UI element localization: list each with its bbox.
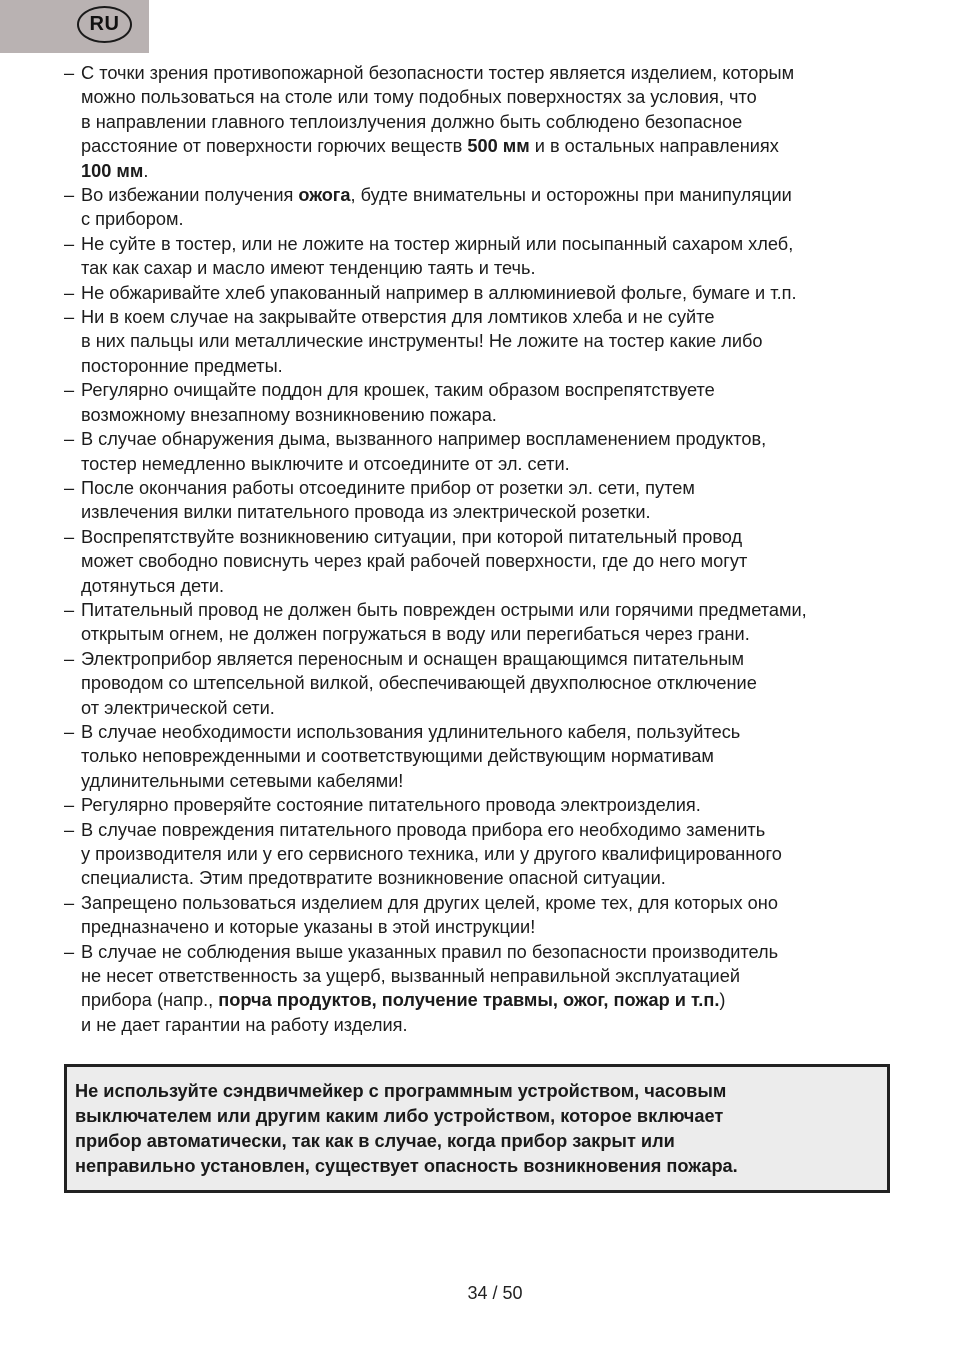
safety-item: – Регулярно очищайте поддон для крошек, таким образом воспрепятствуете возможному внезапному возникновению пожара.	[64, 378, 896, 427]
warning-line: Не используйте сэндвичмейкер с программным устройством, часовым	[75, 1081, 727, 1101]
safety-item: – Электроприбор является переносным и оснащен вращающимся питательным проводом со штепсельной вилкой, обеспечивающей двухполюсное отключение от электрической сети.	[64, 647, 896, 720]
safety-item: – В случае повреждения питательного провода прибора его необходимо заменить у производителя или у его сервисного техника, или у другого квалифицированного специалиста. Этим предотвратите возникновение опасной ситуации.	[64, 818, 896, 891]
page-number: 34 / 50	[467, 1283, 523, 1303]
safety-item: – Питательный провод не должен быть поврежден острыми или горячими предметами, открытым огнем, не должен погружаться в воду или перегибаться через грани.	[64, 598, 896, 647]
safety-item: – В случае обнаружения дыма, вызванного например воспламенением продуктов, тостер немедленно выключите и отсоедините от эл. сети.	[64, 427, 896, 476]
safety-item: – Не обжаривайте хлеб упакованный например в аллюминиевой фольге, бумаге и т.п.	[64, 281, 896, 305]
safety-item: – С точки зрения противопожарной безопасности тостер является изделием, которым можно пользоваться на столе или тому подобных поверхностях за условия, что в направлении главного теплоизлучения должно быть соблюдено безопасное расстояние от поверхности горючих веществ 500 мм и в остальных направлениях 100 мм.	[64, 61, 896, 183]
damage-examples: порча продуктов, получение травмы, ожог, пожар и т.п.	[218, 990, 720, 1011]
burn-warning-word: ожога	[298, 185, 351, 206]
safety-item: – Запрещено пользоваться изделием для других целей, кроме тех, для которых оно предназначено и которые указаны в этой инструкции!	[64, 891, 896, 940]
safety-item: – В случае не соблюдения выше указанных правил по безопасности производитель не несет ответственность за ущерб, вызванный неправильной эксплуатацией прибора (напр., порча продуктов, получение травмы, ожог, пожар и т.п.) и не дает гарантии на работу изделия.	[64, 940, 896, 1038]
safety-item: – Во избежании получения ожога, будте внимательны и осторожны при манипуляции с прибором.	[64, 183, 896, 232]
distance-500mm: 500 мм	[467, 136, 530, 157]
warning-line: прибор автоматически, так как в случае, когда прибор закрыт или	[75, 1131, 675, 1151]
safety-item: – Регулярно проверяйте состояние питательного провода электроизделия.	[64, 793, 896, 817]
warning-line: неправильно установлен, существует опасность возникновения пожара.	[75, 1156, 738, 1176]
language-tab	[0, 0, 149, 53]
safety-item: – Не суйте в тостер, или не ложите на тостер жирный или посыпанный сахаром хлеб, так как сахар и масло имеют тенденцию таять и течь.	[64, 232, 896, 281]
language-badge	[77, 6, 132, 43]
safety-item: – Воспрепятствуйте возникновению ситуации, при которой питательный провод может свободно повиснуть через край рабочей поверхности, где до него могут дотянуться дети.	[64, 525, 896, 598]
safety-instructions-list	[64, 61, 896, 1037]
distance-100mm: 100 мм	[81, 160, 144, 181]
fire-warning-box	[64, 1064, 890, 1193]
safety-item: – Ни в коем случае на закрывайте отверстия для ломтиков хлеба и не суйте в них пальцы или металлические инструменты! Не ложите на тостер какие либо посторонние предметы.	[64, 305, 896, 378]
language-code: RU	[89, 13, 120, 35]
safety-item: – После окончания работы отсоедините прибор от розетки эл. сети, путем извлечения вилки питательного провода из электрической розетки.	[64, 476, 896, 525]
safety-item: – В случае необходимости использования удлинительного кабеля, пользуйтесь только неповрежденными и соответствующими действующим нормативам удлинительными сетевыми кабелями!	[64, 720, 896, 793]
warning-line: выключателем или другим каким либо устройством, которое включает	[75, 1106, 724, 1126]
